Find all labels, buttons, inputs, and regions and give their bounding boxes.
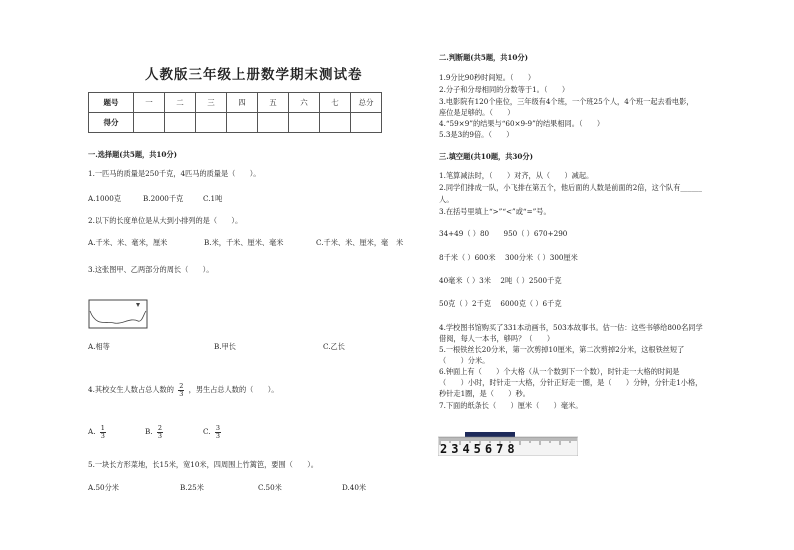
fill-4-cont: 借阅，每人一本书，够吗？（ ） bbox=[439, 334, 555, 343]
q2-option-c[interactable]: C.千米、米、厘米，毫 bbox=[316, 238, 389, 247]
q4-option-a[interactable]: A. $\frac{1}{3}$ bbox=[88, 423, 105, 440]
fill-3-line-2: 8千米（ ）600米 300分米（ ）300厘米 bbox=[439, 253, 578, 262]
judge-3: 3.电影院有120个座位，三年级有4个班，一个班25个人，4个班一起去看电影， bbox=[439, 97, 694, 106]
fill-5-cont: （ ）分米。 bbox=[439, 356, 490, 365]
score-header-cell: 五 bbox=[258, 93, 289, 113]
judge-2: 2.分子和分母相同的分数等于1。（ ） bbox=[439, 85, 570, 94]
fill-3-line-4: 50克（ ）2千克 6000克（ ）6千克 bbox=[439, 299, 562, 308]
fill-5: 5.一根铁丝长20分米，第一次剪掉10厘米，第二次剪掉2分米，这根铁丝短了 bbox=[439, 345, 685, 354]
q1-option-c[interactable]: C.1吨 bbox=[203, 194, 223, 203]
score-header-cell: 四 bbox=[227, 93, 258, 113]
section-2-heading: 二.判断题(共5题，共10分) bbox=[439, 53, 528, 62]
judge-3-cont: 座位是足够的。（ ） bbox=[439, 108, 515, 117]
score-header-cell: 二 bbox=[165, 93, 196, 113]
q3-option-b[interactable]: B.甲长 bbox=[214, 342, 236, 351]
q1-option-b[interactable]: B.2000千克 bbox=[143, 194, 184, 203]
q4-fraction: $\frac{2}{3}$ bbox=[179, 381, 184, 398]
ruler-digits: 2345678 bbox=[440, 442, 519, 456]
score-cell[interactable] bbox=[165, 113, 196, 133]
q5-option-a[interactable]: A.50分米 bbox=[88, 483, 119, 492]
judge-5: 5.3是3的9倍。（ ） bbox=[439, 130, 514, 139]
fill-2-cont: 人。 bbox=[439, 195, 454, 204]
judge-4: 4.“59×9”的结果与“60×9-9”的结果相同。（ ） bbox=[439, 119, 605, 128]
score-cell[interactable] bbox=[320, 113, 351, 133]
q4-option-c[interactable]: C. $\frac{3}{3}$ bbox=[203, 423, 220, 440]
fill-6-cont-1: （ ）小时，时针走一大格，分针正好走一圈，是（ ）分钟，分针走1小格， bbox=[439, 378, 703, 387]
score-header-cell: 六 bbox=[289, 93, 320, 113]
page-title: 人教版三年级上册数学期末测试卷 bbox=[145, 67, 363, 83]
score-header-cell: 总分 bbox=[351, 93, 382, 113]
fill-3-line-1: 34+49（ ）80 950（ ）670+290 bbox=[439, 229, 568, 238]
fill-3-line-3: 40毫米（ ）3米 2吨（ ）2500千克 bbox=[439, 276, 562, 285]
score-row-label: 得分 bbox=[89, 113, 134, 133]
score-header-cell: 一 bbox=[134, 93, 165, 113]
score-cell[interactable] bbox=[227, 113, 258, 133]
q3-shape-figure bbox=[88, 299, 148, 329]
question-2: 2.以下的长度单位是从大到小排列的是（ ）。 bbox=[88, 216, 243, 225]
score-cell[interactable] bbox=[289, 113, 320, 133]
score-cell[interactable] bbox=[134, 113, 165, 133]
score-header-cell: 题号 bbox=[89, 93, 134, 113]
section-1-heading: 一.选择题(共5题，共10分) bbox=[88, 150, 177, 159]
score-cell[interactable] bbox=[351, 113, 382, 133]
score-table-score-row bbox=[89, 113, 382, 133]
q3-option-c[interactable]: C.乙长 bbox=[323, 342, 345, 351]
fill-6: 6.钟面上有（ ）个大格（从一个数到下一个数），时针走一大格的时间是 bbox=[439, 367, 680, 376]
question-1: 1.一匹马的质量是250千克，4匹马的质量是（ ）。 bbox=[88, 169, 261, 178]
fill-2: 2.同学们排成一队，小飞排在第五个，他后面的人数是前面的2倍，这个队有______ bbox=[439, 183, 702, 192]
ruler-figure bbox=[438, 432, 578, 456]
score-cell[interactable] bbox=[196, 113, 227, 133]
q2-option-a[interactable]: A.千米、米、毫米，厘米 bbox=[88, 238, 168, 247]
q5-option-c[interactable]: C.50米 bbox=[258, 483, 282, 492]
q4-text-b: ，男生占总人数的（ ）。 bbox=[188, 385, 279, 394]
fill-3: 3.在括号里填上“>”“<”或“=”号。 bbox=[439, 207, 551, 216]
q2-option-b[interactable]: B.米，千米、厘米、毫米 bbox=[204, 238, 284, 247]
score-table bbox=[88, 92, 382, 133]
q5-option-b[interactable]: B.25米 bbox=[180, 483, 204, 492]
score-header-cell: 三 bbox=[196, 93, 227, 113]
fill-4: 4.学校图书馆购买了331本动画书，503本故事书。估一估：这些书够给800名同学 bbox=[439, 323, 703, 332]
q1-option-a[interactable]: A.1000克 bbox=[88, 194, 121, 203]
section-3-heading: 三.填空题(共10题，共30分) bbox=[439, 152, 533, 161]
score-table-header-row bbox=[89, 93, 382, 113]
question-5: 5.一块长方形菜地，长15米，宽10米，四周围上竹篱笆，要围（ ）。 bbox=[88, 460, 318, 469]
question-4 bbox=[88, 381, 279, 399]
score-cell[interactable] bbox=[258, 113, 289, 133]
fill-7: 7.下面的纸条长（ ）厘米（ ）毫米。 bbox=[439, 401, 583, 410]
q4-text-a: 4.其校女生人数占总人数的 bbox=[88, 385, 174, 394]
q2-option-c-wrap: 米 bbox=[396, 238, 404, 247]
judge-1: 1.9分比90秒时间短。（ ） bbox=[439, 73, 536, 82]
q4-option-b[interactable]: B. $\frac{2}{3}$ bbox=[145, 423, 163, 440]
q5-option-d[interactable]: D.40米 bbox=[342, 483, 367, 492]
q3-option-a[interactable]: A.相等 bbox=[88, 342, 110, 351]
question-3: 3.这张图甲、乙两部分的周长（ ）。 bbox=[88, 265, 214, 274]
fill-6-cont-2: 秒针走1圈，是（ ）秒。 bbox=[439, 389, 530, 398]
score-header-cell: 七 bbox=[320, 93, 351, 113]
fill-1: 1.笔算减法时，（ ）对齐，从（ ）减起。 bbox=[439, 171, 594, 180]
